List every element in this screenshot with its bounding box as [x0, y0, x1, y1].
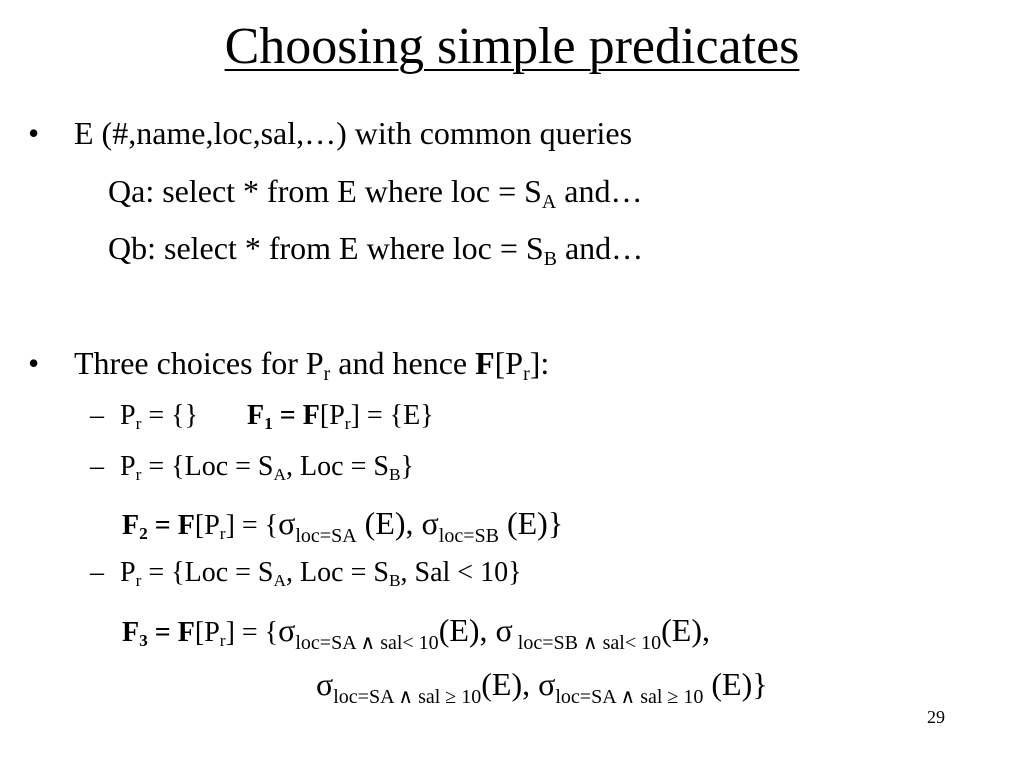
choice-2-pr: $P_r = \{Loc = S_A$, Loc = $S_B$}: [120, 451, 414, 485]
dash-marker: –: [90, 451, 104, 482]
slide-title: [0, 14, 1024, 80]
sigma-symbol: σ: [538, 666, 556, 702]
sigma-symbol: σ: [421, 505, 439, 541]
bullet-dot: •: [28, 345, 40, 381]
sigma-symbol: σ: [278, 612, 296, 648]
slide-title-text: Choosing simple predicates: [224, 18, 800, 75]
sigma-symbol: σ: [495, 612, 513, 648]
choice-3-f-cont: $\sigma_{loc=SA \wedge sal \ge 10}(E)$, $\sigma_{loc=SA \wedge sal \ge 10}$ (E)}: [316, 666, 768, 708]
query-qa: Qa: select * from E where loc = $S_A$ and…: [108, 173, 643, 213]
dash-marker: –: [90, 400, 104, 431]
choice-3-f: $F_3 = F[P_r] = \{\sigma_{loc=SA \wedge sal< 10}(E)$, σ $_{loc=SB \wedge sal< 10}$(E),: [122, 612, 710, 654]
choice-1-pr: $P_r$ = {}: [120, 400, 199, 434]
bullet-dot: •: [28, 115, 40, 151]
sigma-symbol: σ: [316, 666, 334, 702]
bullet-2-text: Three choices for $P_r$ and hence $F[P_r]$:: [74, 345, 550, 385]
choice-2-f: $F_2 = F[P_r] = \{\sigma_{loc=SA}$ (E), $\sigma_{loc=SB}$ (E)}: [122, 505, 564, 547]
bullet-1-text: E (#,name,loc,sal,…) with common queries: [74, 115, 633, 151]
query-qb: Qb: select * from E where loc = $S_B$ and…: [108, 230, 644, 270]
choice-1-f: $F_1 = F[P_r] = \{E\}$: [247, 400, 434, 434]
dash-marker: –: [90, 557, 104, 588]
sigma-symbol: σ: [278, 505, 296, 541]
page-number: 29: [927, 707, 945, 727]
choice-3-pr: $P_r = \{Loc = S_A$, Loc = $S_B$, Sal < 10}: [120, 557, 522, 591]
